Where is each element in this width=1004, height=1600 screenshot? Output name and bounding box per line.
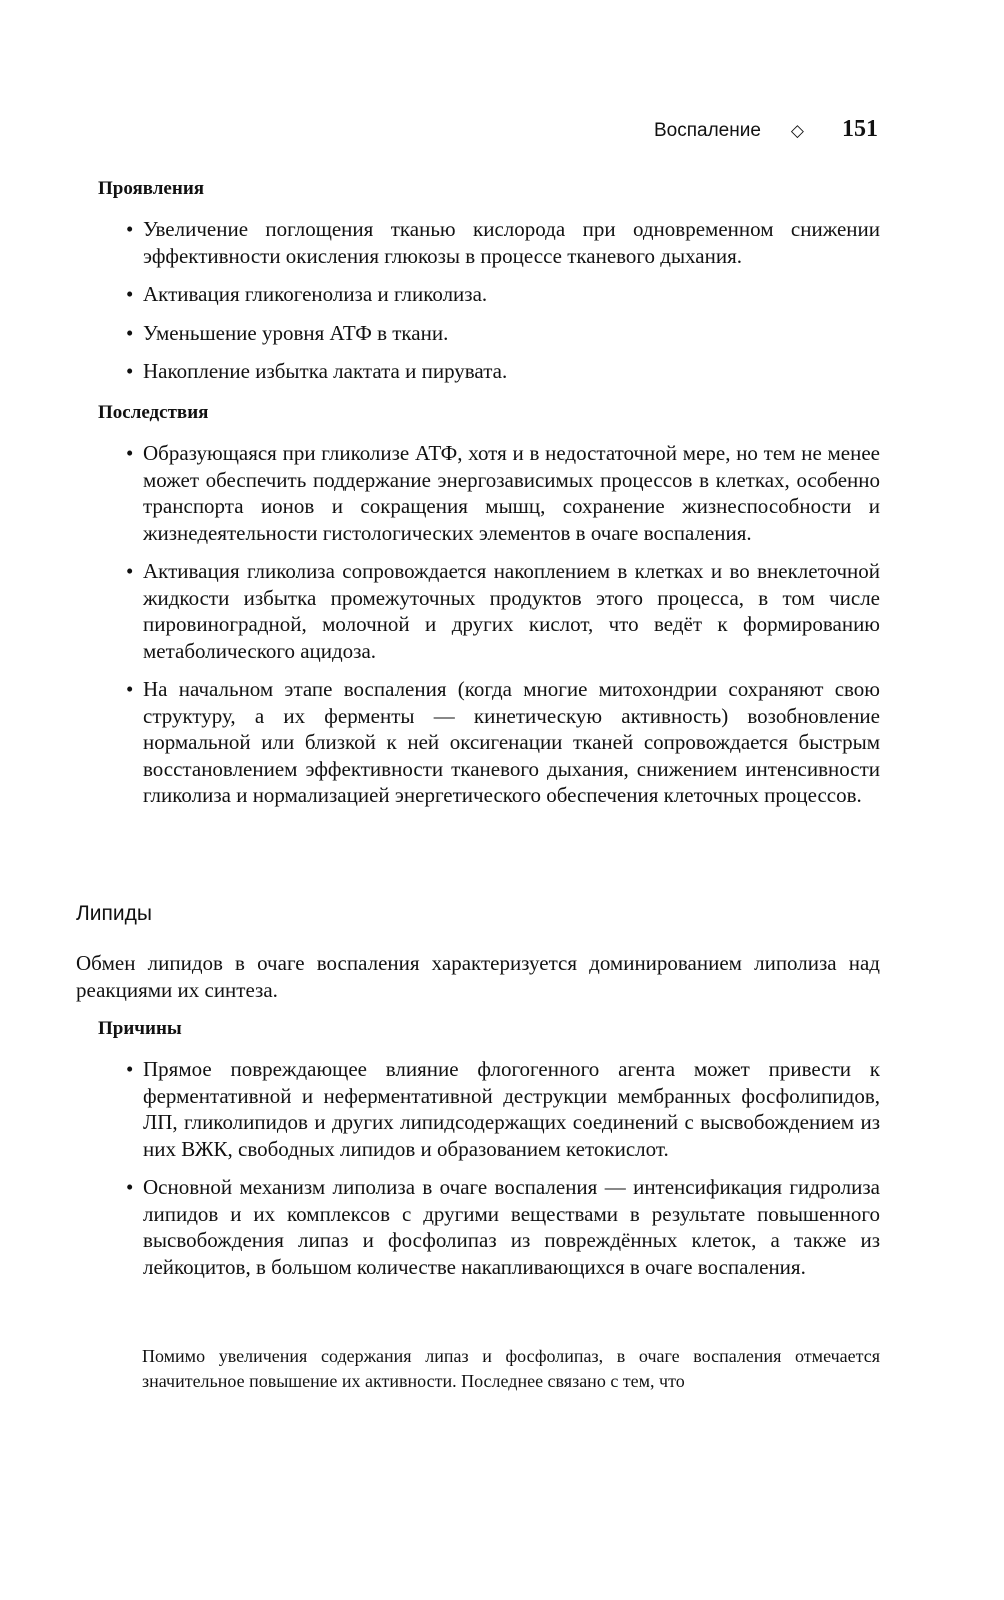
page-number: 151	[842, 116, 878, 142]
list-item: • Активация гликолиза сопровождается накоплением в клетках и во внеклеточной жидкости избытка промежуточных продуктов этого процесса, в том числе пировиноградной, молочной и других кислот, что ведёт к формированию метаболического ацидоза.	[126, 559, 880, 663]
list-item: • Образующаяся при гликолизе АТФ, хотя и в недостаточной мере, но тем не менее может обеспечить поддержание энергозависимых процессов в клетках, особенно транспорта ионов и сокращения мышц, сохранение жизнеспособности и жизнедеятельности гистологических элементов в очаге воспаления.	[126, 441, 880, 545]
lipids-intro: Обмен липидов в очаге воспаления характеризуется доминированием липолиза над реакциями их синтеза.	[76, 951, 880, 1002]
subheading-consequences: Последствия	[98, 402, 209, 423]
list-item: • Прямое повреждающее влияние флогогенного агента может привести к ферментативной и неферментативной деструкции мембранных фосфолипидов, ЛП, гликолипидов и других липидсодержащих соединений с высвобождением из них ВЖК, свободных липидов и образованием кетокислот.	[126, 1057, 880, 1161]
list-item: • Уменьшение уровня АТФ в ткани.	[126, 320, 449, 345]
manifestations-list	[98, 216, 880, 385]
list-item: • Активация гликогенолиза и гликолиза.	[126, 282, 488, 306]
subheading-manifestations: Проявления	[98, 178, 205, 199]
list-item: • Увеличение поглощения тканью кислорода при одновременном снижении эффективности окисления глюкозы в процессе тканевого дыхания.	[126, 217, 880, 268]
causes-list	[98, 1056, 880, 1280]
diamond-icon: ◇	[790, 121, 804, 141]
list-item: • Основной механизм липолиза в очаге воспаления — интенсификация гидролиза липидов и их комплексов с другими веществами в результате повышенного высвобождения липаз и фосфолипаз из повреждённых клеток, а также из лейкоцитов, в большом количестве накапливающихся в очаге воспаления.	[126, 1175, 880, 1279]
subheading-causes: Причины	[98, 1018, 182, 1039]
list-item: • На начальном этапе воспаления (когда многие митохондрии сохраняют свою структуру, а их ферменты — кинетическую активность) возобновление нормальной или близкой к ней оксигенации тканей сопровождается быстрым восстановлением эффективности тканевого дыхания, снижением интенсивности гликолиза и нормализацией энергетического обеспечения клеточных процессов.	[126, 677, 880, 807]
consequences-list	[98, 440, 880, 809]
running-head-section: Воспаление	[654, 120, 761, 141]
running-head	[654, 116, 878, 143]
section-title-lipids: Липиды	[76, 902, 152, 925]
list-item: • Накопление избытка лактата и пирувата.	[126, 359, 508, 383]
note-paragraph: Помимо увеличения содержания липаз и фосфолипаз, в очаге воспаления отмечается значительное повышение их активности. Последнее связано с тем, что	[142, 1346, 880, 1391]
